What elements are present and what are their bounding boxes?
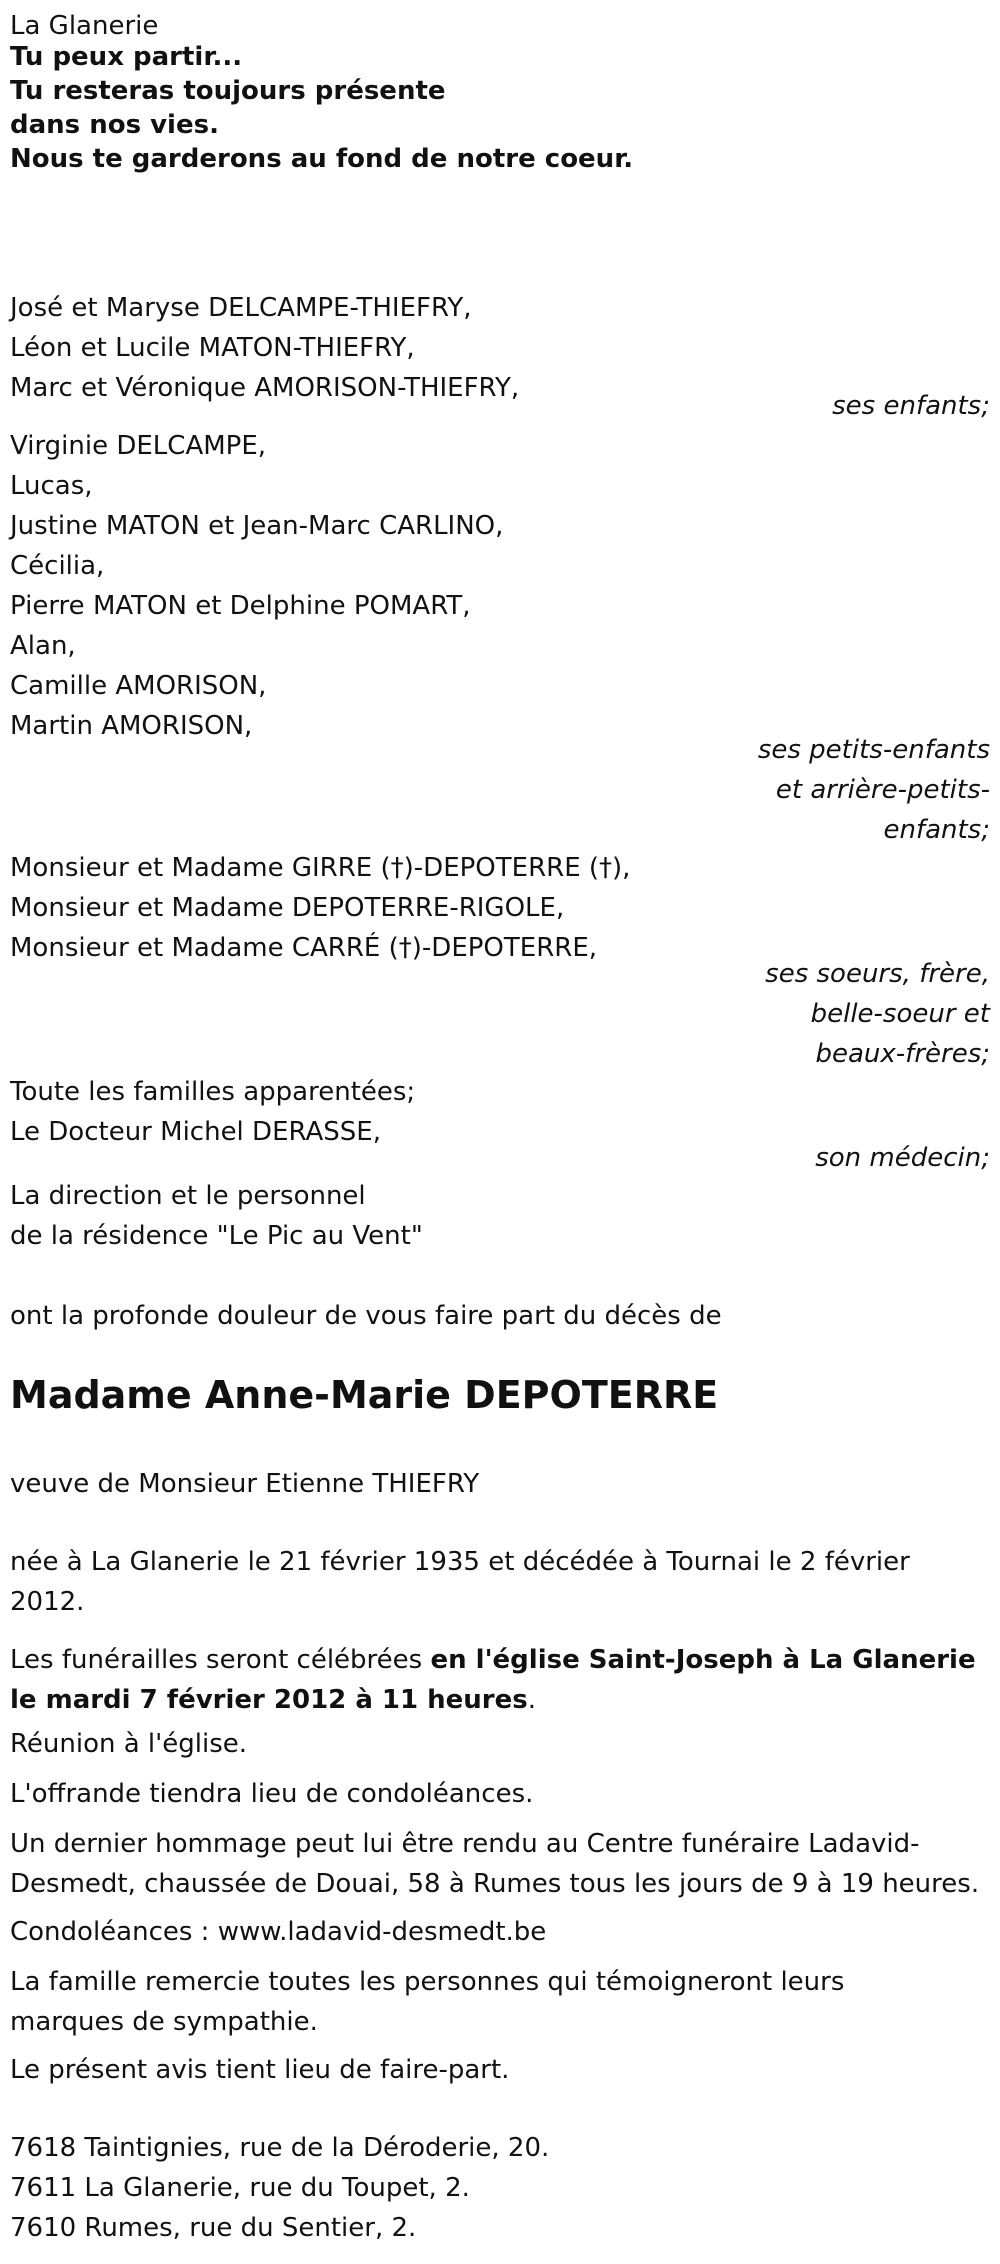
relation-line: et arrière-petits- <box>775 775 990 805</box>
note: Un dernier hommage peut lui être rendu au Centre funéraire Ladavid-Desmedt, chaussée de Douai, 58 à Rumes tous les jours de 9 à 19 heures. <box>10 1829 980 1899</box>
widow-line: veuve de Monsieur Etienne THIEFRY <box>10 1469 480 1499</box>
family-name: Martin AMORISON, <box>10 711 253 741</box>
note: L'offrande tiendra lieu de condoléances. <box>10 1779 534 1809</box>
doctor-relation: son médecin; <box>815 1143 990 1173</box>
relation-line: beaux-frères; <box>815 1039 990 1069</box>
family-name: Justine MATON et Jean-Marc CARLINO, <box>10 511 504 541</box>
condolences-link[interactable]: Condoléances : www.ladavid-desmedt.be <box>10 1917 547 1947</box>
poem-line: Tu peux partir... <box>10 42 243 72</box>
siblings-names <box>10 848 990 968</box>
birth-death: née à La Glanerie le 21 février 1935 et décédée à Tournai le 2 février 2012. <box>10 1547 910 1617</box>
funeral-info <box>10 1640 990 1720</box>
deceased-name: Madame Anne-Marie DEPOTERRE <box>10 1373 719 1417</box>
family-name: Marc et Véronique AMORISON-THIEFRY, <box>10 373 520 403</box>
grandchildren-names <box>10 426 990 746</box>
relation-line: ses petits-enfants <box>757 735 990 765</box>
address-line: 7611 La Glanerie, rue du Toupet, 2. <box>10 2173 470 2203</box>
family-name: Virginie DELCAMPE, <box>10 431 267 461</box>
relation-line: enfants; <box>883 815 990 845</box>
note: Réunion à l'église. <box>10 1729 248 1759</box>
children-relation: ses enfants; <box>832 391 990 421</box>
family-name: Alan, <box>10 631 76 661</box>
address-line: 7618 Taintignies, rue de la Déroderie, 20. <box>10 2133 550 2163</box>
family-name: José et Maryse DELCAMPE-THIEFRY, <box>10 293 472 323</box>
relation-line: ses soeurs, frère, <box>765 959 990 989</box>
poem-line: dans nos vies. <box>10 110 219 140</box>
family-name: Lucas, <box>10 471 93 501</box>
poem <box>10 40 990 176</box>
addresses <box>10 2128 990 2248</box>
grandchildren-relation <box>0 730 990 850</box>
note: Le présent avis tient lieu de faire-part. <box>10 2055 510 2085</box>
poem-line: Nous te garderons au fond de notre coeur. <box>10 144 634 174</box>
family-name: Monsieur et Madame CARRÉ (†)-DEPOTERRE, <box>10 933 598 963</box>
family-name: Monsieur et Madame GIRRE (†)-DEPOTERRE (†), <box>10 853 631 883</box>
residence-line: de la résidence "Le Pic au Vent" <box>10 1221 423 1251</box>
residence-line: La direction et le personnel <box>10 1181 366 1211</box>
funeral-end: . <box>527 1685 537 1715</box>
family-name: Cécilia, <box>10 551 105 581</box>
funeral-intro: Les funérailles seront célébrées <box>10 1645 431 1675</box>
relation-line: belle-soeur et <box>810 999 990 1029</box>
siblings-relation <box>0 954 990 1074</box>
family-name: Léon et Lucile MATON-THIEFRY, <box>10 333 415 363</box>
family-name: Monsieur et Madame DEPOTERRE-RIGOLE, <box>10 893 565 923</box>
place: La Glanerie <box>10 11 159 41</box>
residence <box>10 1176 990 1256</box>
family-name: Camille AMORISON, <box>10 671 267 701</box>
family-name: Toute les familles apparentées; <box>10 1077 416 1107</box>
family-name: Pierre MATON et Delphine POMART, <box>10 591 471 621</box>
family-name: Le Docteur Michel DERASSE, <box>10 1117 381 1147</box>
announcement: ont la profonde douleur de vous faire part du décès de <box>10 1301 722 1331</box>
note: La famille remercie toutes les personnes qui témoigneront leurs marques de sympathie. <box>10 1967 845 2037</box>
funeral-details: en l'église Saint-Joseph à La Glanerie le mardi 7 février 2012 à 11 heures <box>10 1645 976 1715</box>
poem-line: Tu resteras toujours présente <box>10 76 446 106</box>
address-line: 7610 Rumes, rue du Sentier, 2. <box>10 2213 417 2243</box>
